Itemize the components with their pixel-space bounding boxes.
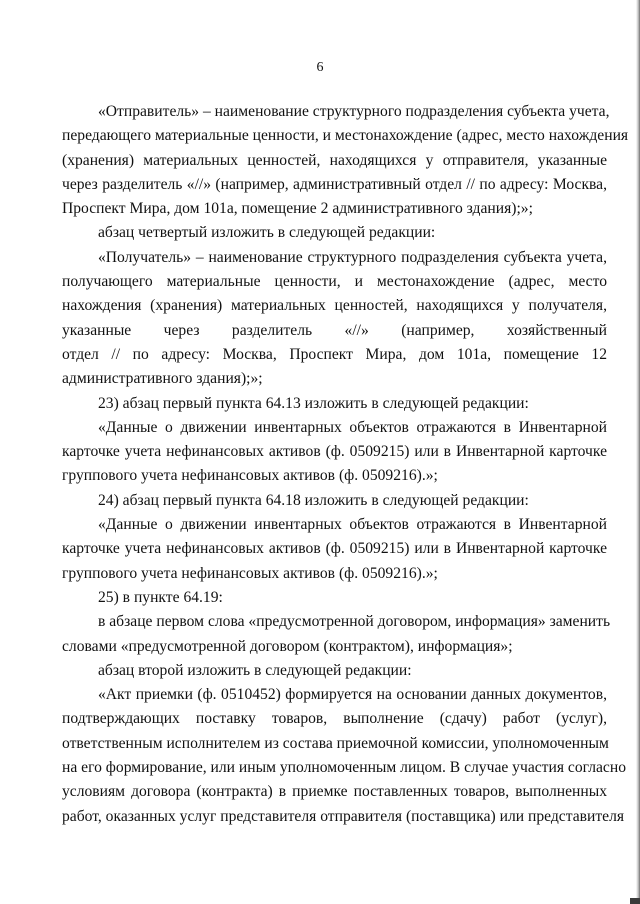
text-line: «Акт приемки (ф. 0510452) формируется на основании данных документов, xyxy=(98,686,607,704)
text-line: словами «предусмотренной договором (контрактом), информация»; xyxy=(62,637,513,655)
text-line: «Данные о движении инвентарных объектов отражаются в Инвентарной xyxy=(98,418,607,436)
paragraph xyxy=(62,659,607,683)
paragraph xyxy=(62,683,626,829)
paragraph xyxy=(62,392,607,416)
text-line: через разделитель «//» (например, административный отдел // по адресу: Москва, xyxy=(62,175,607,193)
paragraph xyxy=(62,246,607,392)
paragraph xyxy=(62,416,607,489)
paragraph xyxy=(62,100,629,221)
text-line: «Данные о движении инвентарных объектов отражаются в Инвентарной xyxy=(98,516,607,534)
scan-corner-mark xyxy=(630,898,640,904)
text-line: нахождения (хранения) материальных ценностей, находящихся у получателя, xyxy=(62,297,607,315)
paragraph xyxy=(62,586,607,610)
paragraph xyxy=(62,513,607,586)
text-line: 25) в пункте 64.19: xyxy=(98,588,223,606)
paragraph xyxy=(62,221,607,245)
text-line: передающего материальные ценности, и местонахождение (адрес, место нахождения xyxy=(62,127,629,145)
text-line: карточке учета нефинансовых активов (ф. 0509215) или в Инвентарной карточке xyxy=(62,443,607,461)
paragraph xyxy=(62,610,611,659)
paragraph xyxy=(62,489,607,513)
text-line: административного здания);»; xyxy=(62,370,263,388)
text-line: в абзаце первом слова «предусмотренной договором, информация» заменить xyxy=(98,613,611,631)
text-line: (хранения) материальных ценностей, находящихся у отправителя, указанные xyxy=(62,151,607,169)
text-line: «Отправитель» – наименование структурного подразделения субъекта учета, xyxy=(98,103,610,120)
page-number: 6 xyxy=(316,60,324,75)
text-line: получающего материальные ценности, и местонахождение (адрес, место xyxy=(62,273,607,291)
text-line: абзац второй изложить в следующей редакции: xyxy=(98,661,412,679)
text-line: подтверждающих поставку товаров, выполнение (сдачу) работ (услуг), xyxy=(62,710,607,728)
text-line: Проспект Мира, дом 101а, помещение 2 административного здания);»; xyxy=(62,200,533,218)
document-body xyxy=(62,100,629,829)
text-line: группового учета нефинансовых активов (ф. 0509216).»; xyxy=(62,467,438,485)
text-line: 23) абзац первый пункта 64.13 изложить в следующей редакции: xyxy=(98,394,529,412)
text-line: работ, оказанных услуг представителя отправителя (поставщика) или представителя xyxy=(62,807,625,825)
scan-edge-shadow xyxy=(636,0,640,904)
text-line: на его формирование, или иным уполномоченным лицом. В случае участия согласно xyxy=(62,759,626,777)
text-line: указанные через разделитель «//» (например, хозяйственный xyxy=(62,321,607,339)
text-line: 24) абзац первый пункта 64.18 изложить в следующей редакции: xyxy=(98,491,529,509)
text-line: условиям договора (контракта) в приемке поставленных товаров, выполненных xyxy=(62,783,607,801)
text-line: ответственным исполнителем из состава приемочной комиссии, уполномоченным xyxy=(62,734,609,752)
text-line: «Получатель» – наименование структурного подразделения субъекта учета, xyxy=(98,248,607,266)
text-line: отдел // по адресу: Москва, Проспект Мира, дом 101а, помещение 12 xyxy=(62,345,607,363)
text-line: абзац четвертый изложить в следующей редакции: xyxy=(98,224,436,242)
text-line: карточке учета нефинансовых активов (ф. 0509215) или в Инвентарной карточке xyxy=(62,540,607,558)
text-line: группового учета нефинансовых активов (ф. 0509216).»; xyxy=(62,564,438,582)
